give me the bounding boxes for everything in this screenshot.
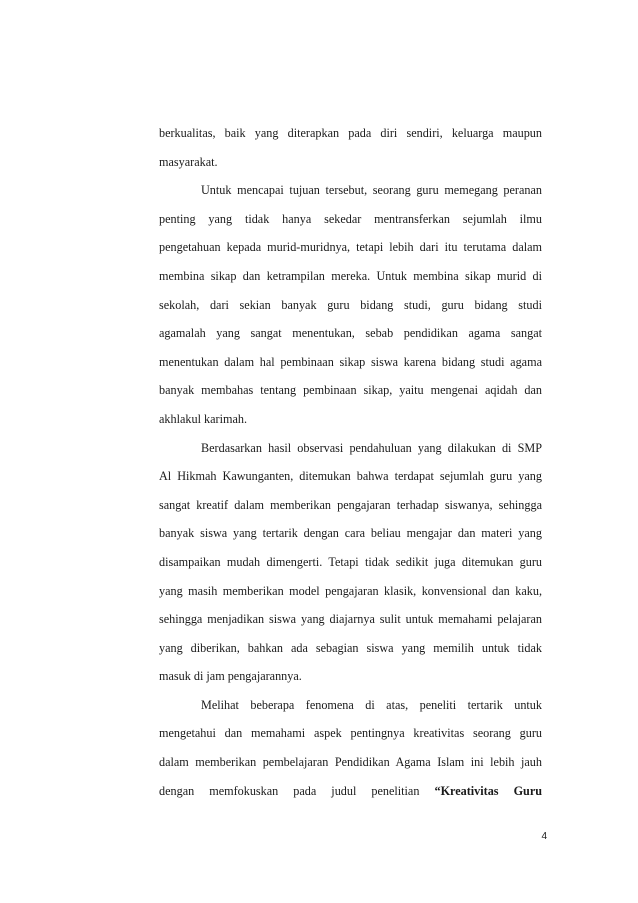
text-line: akhlakul karimah.: [159, 411, 247, 426]
text-line: agamalah yang sangat menentukan, sebab pendidikan agama sangat: [159, 326, 542, 341]
text-line: mengetahui dan memahami aspek pentingnya kreativitas seorang guru: [159, 726, 542, 741]
body-text: [159, 119, 542, 805]
text-line: Untuk mencapai tujuan tersebut, seorang guru memegang peranan: [201, 183, 542, 198]
text-line: Berdasarkan hasil observasi pendahuluan yang dilakukan di SMP: [201, 440, 542, 455]
text-line: membina sikap dan ketrampilan mereka. Untuk membina sikap murid di: [159, 268, 542, 283]
text-line: berkualitas, baik yang diterapkan pada diri sendiri, keluarga maupun: [159, 126, 542, 140]
text-line: dalam memberikan pembelajaran Pendidikan Agama Islam ini lebih jauh: [159, 755, 542, 770]
text-line: sangat kreatif dalam memberikan pengajaran terhadap siswanya, sehingga: [159, 497, 542, 512]
text-line: banyak membahas tentang pembinaan sikap, yaitu mengenai aqidah dan: [159, 383, 542, 398]
text-line: penting yang tidak hanya sekedar mentransferkan sejumlah ilmu: [159, 211, 542, 226]
text-line: yang diberikan, bahkan ada sebagian siswa yang memilih untuk tidak: [159, 640, 542, 655]
text-line: Al Hikmah Kawunganten, ditemukan bahwa terdapat sejumlah guru yang: [159, 469, 542, 484]
text-line: sehingga menjadikan siswa yang diajarnya sulit untuk memahami pelajaran: [159, 612, 542, 627]
text-line: disampaikan mudah dimengerti. Tetapi tidak sedikit juga ditemukan guru: [159, 554, 542, 569]
text-line: masyarakat.: [159, 154, 218, 169]
text-line: Melihat beberapa fenomena di atas, peneliti tertarik untuk: [201, 697, 542, 712]
text-line: menentukan dalam hal pembinaan sikap siswa karena bidang studi agama: [159, 354, 542, 369]
research-title-start: “Kreativitas Guru: [434, 783, 542, 798]
text-line: banyak siswa yang tertarik dengan cara beliau mengajar dan materi yang: [159, 526, 542, 541]
text-line: pengetahuan kepada murid-muridnya, tetapi lebih dari itu terutama dalam: [159, 240, 542, 255]
text-line-final: [159, 777, 542, 806]
text-line: sekolah, dari sekian banyak guru bidang studi, guru bidang studi: [159, 297, 542, 312]
final-line-text: dengan memfokuskan pada judul penelitian: [159, 783, 420, 798]
page-number: 4: [541, 831, 547, 842]
text-line: yang masih memberikan model pengajaran klasik, konvensional dan kaku,: [159, 583, 542, 598]
text-line: masuk di jam pengajarannya.: [159, 669, 302, 684]
